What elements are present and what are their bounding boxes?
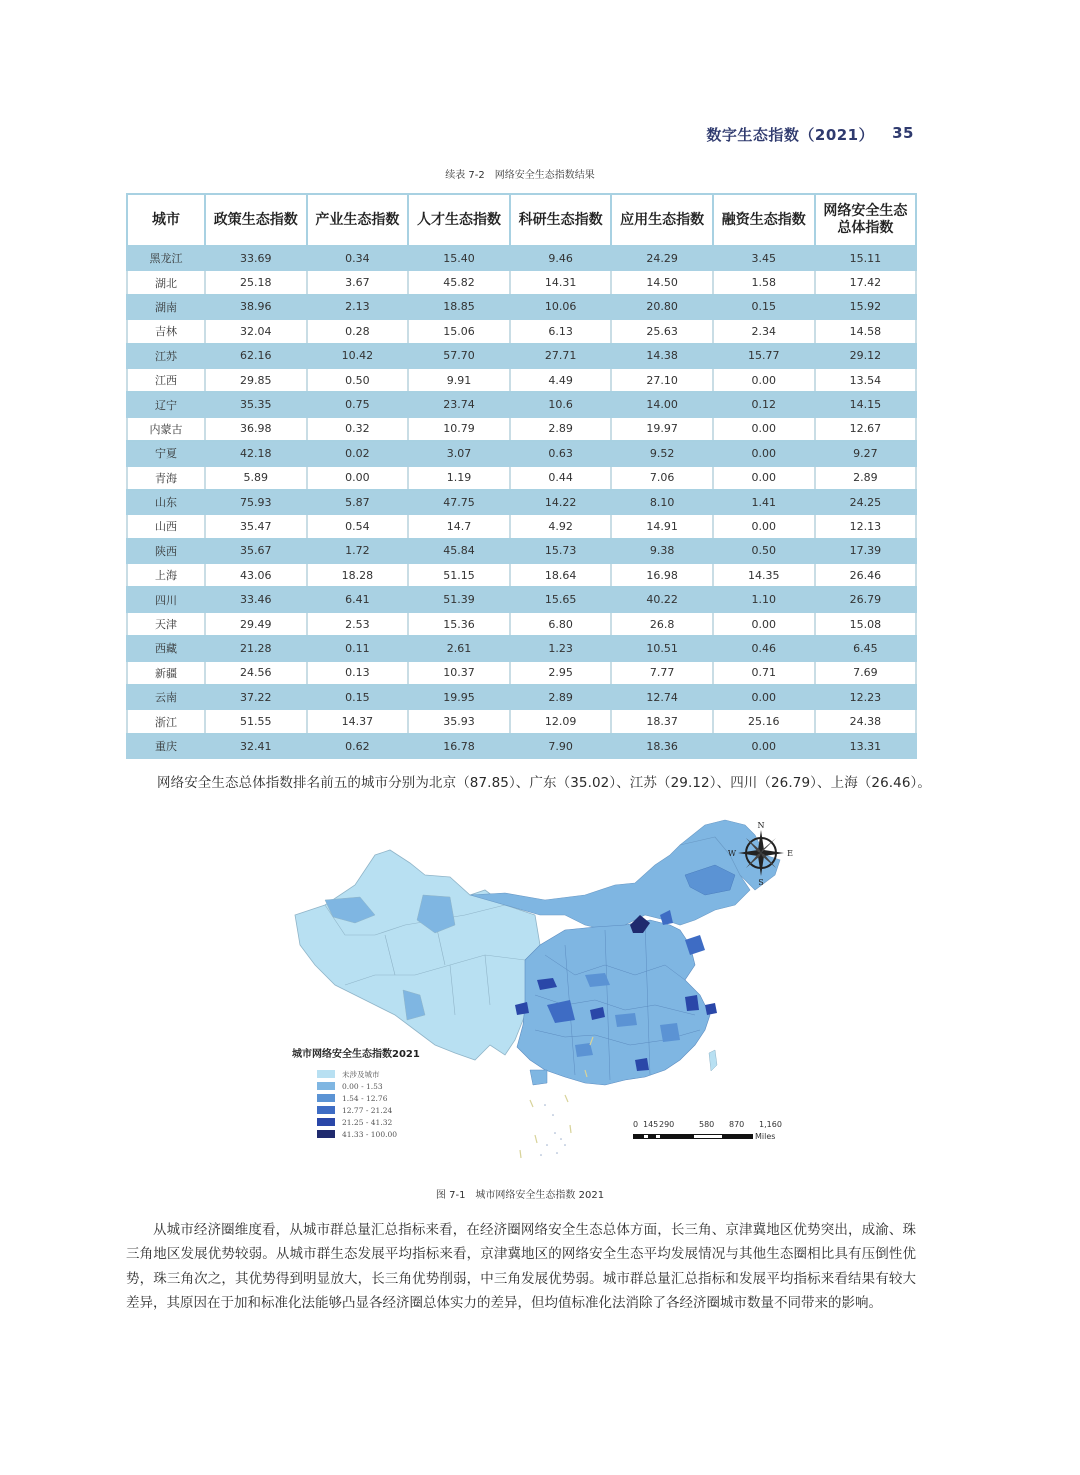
table-row — [127, 246, 916, 270]
value-cell: 25.16 — [713, 709, 815, 733]
table-row — [127, 392, 916, 416]
value-cell: 0.00 — [713, 368, 815, 392]
legend-label: 1.54 - 12.76 — [342, 1093, 388, 1103]
legend-label: 12.77 - 21.24 — [342, 1105, 393, 1115]
summary-text: 网络安全生态总体指数排名前五的城市分别为北京（87.85）、广东（35.02）、江苏（29.12）、四川（26.79）、上海（26.46）。 — [157, 775, 931, 791]
region-cell: 内蒙古 — [127, 417, 205, 441]
value-cell: 25.18 — [205, 270, 307, 294]
value-cell: 0.00 — [713, 612, 815, 636]
value-cell: 7.06 — [611, 466, 713, 490]
table-row — [127, 636, 916, 660]
table-row — [127, 612, 916, 636]
region-cell: 江苏 — [127, 344, 205, 368]
value-cell: 13.54 — [815, 368, 917, 392]
value-cell: 1.10 — [713, 587, 815, 611]
value-cell: 16.78 — [408, 734, 510, 758]
value-cell: 57.70 — [408, 344, 510, 368]
value-cell: 29.85 — [205, 368, 307, 392]
value-cell: 15.06 — [408, 319, 510, 343]
value-cell: 35.93 — [408, 709, 510, 733]
value-cell: 29.12 — [815, 344, 917, 368]
legend-label: 41.33 - 100.00 — [342, 1129, 398, 1139]
legend-swatch — [316, 1069, 336, 1079]
value-cell: 2.89 — [510, 417, 612, 441]
value-cell: 14.35 — [713, 563, 815, 587]
value-cell: 14.7 — [408, 514, 510, 538]
value-cell: 36.98 — [205, 417, 307, 441]
column-header: 城市 — [127, 194, 205, 246]
value-cell: 1.58 — [713, 270, 815, 294]
column-header: 产业生态指数 — [307, 194, 409, 246]
table-row — [127, 685, 916, 709]
value-cell: 0.02 — [307, 441, 409, 465]
value-cell: 8.10 — [611, 490, 713, 514]
value-cell: 21.28 — [205, 636, 307, 660]
value-cell: 20.80 — [611, 295, 713, 319]
table-row — [127, 514, 916, 538]
region-cell: 浙江 — [127, 709, 205, 733]
table-row — [127, 441, 916, 465]
value-cell: 9.27 — [815, 441, 917, 465]
value-cell: 25.63 — [611, 319, 713, 343]
value-cell: 6.80 — [510, 612, 612, 636]
legend-title: 城市网络安全生态指数2021 — [292, 1049, 420, 1060]
value-cell: 0.00 — [713, 734, 815, 758]
legend-item — [316, 1104, 420, 1116]
table-row — [127, 539, 916, 563]
value-cell: 2.89 — [510, 685, 612, 709]
value-cell: 14.22 — [510, 490, 612, 514]
value-cell: 14.37 — [307, 709, 409, 733]
value-cell: 14.15 — [815, 392, 917, 416]
legend-label: 未涉及城市 — [342, 1069, 380, 1079]
legend-label: 21.25 - 41.32 — [342, 1117, 393, 1127]
region-cell: 江西 — [127, 368, 205, 392]
legend-item — [316, 1128, 420, 1140]
value-cell: 0.75 — [307, 392, 409, 416]
table-row — [127, 563, 916, 587]
value-cell: 0.00 — [713, 466, 815, 490]
value-cell: 0.12 — [713, 392, 815, 416]
table-row — [127, 466, 916, 490]
value-cell: 75.93 — [205, 490, 307, 514]
value-cell: 4.92 — [510, 514, 612, 538]
table-caption: 续表 7-2 网络安全生态指数结果 — [445, 170, 595, 181]
value-cell: 18.37 — [611, 709, 713, 733]
table-row — [127, 709, 916, 733]
value-cell: 2.13 — [307, 295, 409, 319]
value-cell: 10.42 — [307, 344, 409, 368]
value-cell: 12.13 — [815, 514, 917, 538]
value-cell: 0.50 — [713, 539, 815, 563]
value-cell: 1.23 — [510, 636, 612, 660]
compass-rose-icon — [728, 820, 794, 886]
map-legend — [292, 1045, 420, 1140]
region-cell: 湖南 — [127, 295, 205, 319]
figure-caption: 图 7-1 城市网络安全生态指数 2021 — [435, 1190, 605, 1201]
region-cell: 天津 — [127, 612, 205, 636]
legend-label: 0.00 - 1.53 — [342, 1081, 383, 1091]
value-cell: 51.39 — [408, 587, 510, 611]
legend-item — [316, 1080, 420, 1092]
svg-text:N: N — [757, 821, 765, 830]
running-header — [706, 124, 914, 145]
value-cell: 33.69 — [205, 246, 307, 270]
legend-swatch — [316, 1129, 336, 1139]
svg-text:W: W — [728, 849, 737, 858]
region-cell: 四川 — [127, 587, 205, 611]
scale-tick-label: 290 — [659, 1120, 675, 1129]
value-cell: 10.6 — [510, 392, 612, 416]
value-cell: 3.45 — [713, 246, 815, 270]
value-cell: 0.46 — [713, 636, 815, 660]
value-cell: 7.77 — [611, 661, 713, 685]
table-row — [127, 417, 916, 441]
value-cell: 3.67 — [307, 270, 409, 294]
value-cell: 15.77 — [713, 344, 815, 368]
value-cell: 0.11 — [307, 636, 409, 660]
table-row — [127, 661, 916, 685]
value-cell: 0.44 — [510, 466, 612, 490]
value-cell: 27.71 — [510, 344, 612, 368]
value-cell: 0.00 — [713, 685, 815, 709]
value-cell: 2.89 — [815, 466, 917, 490]
region-cell: 陕西 — [127, 539, 205, 563]
value-cell: 19.95 — [408, 685, 510, 709]
region-cell: 湖北 — [127, 270, 205, 294]
legend-item — [316, 1116, 420, 1128]
value-cell: 0.62 — [307, 734, 409, 758]
legend-item — [316, 1068, 420, 1080]
scale-tick-label: 1,160 — [759, 1120, 782, 1129]
table-row — [127, 319, 916, 343]
value-cell: 10.37 — [408, 661, 510, 685]
value-cell: 0.15 — [713, 295, 815, 319]
table-row — [127, 368, 916, 392]
value-cell: 10.79 — [408, 417, 510, 441]
value-cell: 0.32 — [307, 417, 409, 441]
value-cell: 5.87 — [307, 490, 409, 514]
region-cell: 青海 — [127, 466, 205, 490]
value-cell: 2.95 — [510, 661, 612, 685]
value-cell: 0.54 — [307, 514, 409, 538]
value-cell: 37.22 — [205, 685, 307, 709]
table-row — [127, 344, 916, 368]
value-cell: 15.65 — [510, 587, 612, 611]
svg-text:S: S — [758, 878, 764, 886]
value-cell: 0.63 — [510, 441, 612, 465]
value-cell: 6.45 — [815, 636, 917, 660]
value-cell: 6.13 — [510, 319, 612, 343]
value-cell: 12.09 — [510, 709, 612, 733]
scale-unit: Miles — [755, 1132, 776, 1141]
column-header: 科研生态指数 — [510, 194, 612, 246]
region-cell: 新疆 — [127, 661, 205, 685]
value-cell: 15.92 — [815, 295, 917, 319]
value-cell: 45.82 — [408, 270, 510, 294]
value-cell: 9.38 — [611, 539, 713, 563]
value-cell: 18.28 — [307, 563, 409, 587]
value-cell: 19.97 — [611, 417, 713, 441]
value-cell: 26.8 — [611, 612, 713, 636]
value-cell: 17.39 — [815, 539, 917, 563]
value-cell: 13.31 — [815, 734, 917, 758]
value-cell: 7.69 — [815, 661, 917, 685]
value-cell: 24.25 — [815, 490, 917, 514]
value-cell: 0.50 — [307, 368, 409, 392]
value-cell: 26.79 — [815, 587, 917, 611]
value-cell: 17.42 — [815, 270, 917, 294]
column-header: 融资生态指数 — [713, 194, 815, 246]
value-cell: 23.74 — [408, 392, 510, 416]
value-cell: 12.23 — [815, 685, 917, 709]
value-cell: 24.38 — [815, 709, 917, 733]
value-cell: 1.41 — [713, 490, 815, 514]
value-cell: 15.08 — [815, 612, 917, 636]
region-cell: 宁夏 — [127, 441, 205, 465]
value-cell: 1.72 — [307, 539, 409, 563]
legend-item — [316, 1092, 420, 1104]
value-cell: 0.15 — [307, 685, 409, 709]
region-cell: 重庆 — [127, 734, 205, 758]
value-cell: 43.06 — [205, 563, 307, 587]
value-cell: 32.04 — [205, 319, 307, 343]
value-cell: 32.41 — [205, 734, 307, 758]
value-cell: 1.19 — [408, 466, 510, 490]
value-cell: 18.64 — [510, 563, 612, 587]
scale-bar — [633, 1120, 793, 1141]
region-cell: 云南 — [127, 685, 205, 709]
value-cell: 18.36 — [611, 734, 713, 758]
region-cell: 山东 — [127, 490, 205, 514]
value-cell: 4.49 — [510, 368, 612, 392]
value-cell: 24.56 — [205, 661, 307, 685]
value-cell: 6.41 — [307, 587, 409, 611]
value-cell: 29.49 — [205, 612, 307, 636]
column-header: 政策生态指数 — [205, 194, 307, 246]
value-cell: 12.67 — [815, 417, 917, 441]
column-header: 应用生态指数 — [611, 194, 713, 246]
value-cell: 47.75 — [408, 490, 510, 514]
value-cell: 10.06 — [510, 295, 612, 319]
table-row — [127, 587, 916, 611]
value-cell: 15.40 — [408, 246, 510, 270]
value-cell: 14.58 — [815, 319, 917, 343]
value-cell: 0.00 — [713, 441, 815, 465]
value-cell: 14.50 — [611, 270, 713, 294]
value-cell: 35.35 — [205, 392, 307, 416]
value-cell: 35.67 — [205, 539, 307, 563]
table-header-row — [127, 194, 916, 246]
value-cell: 16.98 — [611, 563, 713, 587]
scale-tick-label: 870 — [729, 1120, 745, 1129]
value-cell: 14.31 — [510, 270, 612, 294]
value-cell: 9.52 — [611, 441, 713, 465]
region-cell: 山西 — [127, 514, 205, 538]
value-cell: 0.00 — [713, 514, 815, 538]
value-cell: 51.15 — [408, 563, 510, 587]
value-cell: 0.71 — [713, 661, 815, 685]
scale-tick-label: 145 — [643, 1120, 659, 1129]
scale-tick-label: 0 — [633, 1120, 639, 1129]
value-cell: 27.10 — [611, 368, 713, 392]
value-cell: 24.29 — [611, 246, 713, 270]
legend-swatch — [316, 1105, 336, 1115]
table-row — [127, 490, 916, 514]
value-cell: 45.84 — [408, 539, 510, 563]
value-cell: 14.00 — [611, 392, 713, 416]
value-cell: 0.28 — [307, 319, 409, 343]
value-cell: 62.16 — [205, 344, 307, 368]
value-cell: 26.46 — [815, 563, 917, 587]
value-cell: 2.61 — [408, 636, 510, 660]
table-row — [127, 295, 916, 319]
value-cell: 5.89 — [205, 466, 307, 490]
value-cell: 9.91 — [408, 368, 510, 392]
value-cell: 12.74 — [611, 685, 713, 709]
value-cell: 3.07 — [408, 441, 510, 465]
column-header: 人才生态指数 — [408, 194, 510, 246]
cybersecurity-index-table — [126, 193, 917, 759]
value-cell: 10.51 — [611, 636, 713, 660]
value-cell: 40.22 — [611, 587, 713, 611]
table-row — [127, 270, 916, 294]
column-header: 网络安全生态总体指数 — [815, 194, 917, 246]
value-cell: 2.53 — [307, 612, 409, 636]
legend-swatch — [316, 1093, 336, 1103]
region-cell: 辽宁 — [127, 392, 205, 416]
region-cell: 黑龙江 — [127, 246, 205, 270]
value-cell: 18.85 — [408, 295, 510, 319]
value-cell: 0.00 — [713, 417, 815, 441]
running-title: 数字生态指数（2021） — [706, 126, 875, 144]
value-cell: 38.96 — [205, 295, 307, 319]
legend-swatch — [316, 1117, 336, 1127]
scale-tick-label: 580 — [699, 1120, 715, 1129]
svg-text:E: E — [787, 849, 793, 858]
value-cell: 15.36 — [408, 612, 510, 636]
legend-swatch — [316, 1081, 336, 1091]
region-cell: 吉林 — [127, 319, 205, 343]
value-cell: 14.38 — [611, 344, 713, 368]
value-cell: 9.46 — [510, 246, 612, 270]
region-cell: 西藏 — [127, 636, 205, 660]
region-cell: 上海 — [127, 563, 205, 587]
value-cell: 7.90 — [510, 734, 612, 758]
value-cell: 15.73 — [510, 539, 612, 563]
value-cell: 0.34 — [307, 246, 409, 270]
value-cell: 35.47 — [205, 514, 307, 538]
body-paragraph: 从城市经济圈维度看，从城市群总量汇总指标来看，在经济圈网络安全生态总体方面，长三角、京津冀地区优势突出，成渝、珠三角地区发展优势较弱。从城市群生态发展平均指标来看，京津冀地区的网络安全生态平均发展情况与其他生态圈相比具有压倒性优势，珠三角次之，其优势得到明显放大，长三角优势削弱，中三角发展优势弱。城市群总量汇总指标和发展平均指标来看结果有较大差异，其原因在于加和标准化法能够凸显各经济圈总体实力的差异，但均值标准化法消除了各经济圈城市数量不同带来的影响。 — [126, 1222, 916, 1311]
value-cell: 0.00 — [307, 466, 409, 490]
value-cell: 51.55 — [205, 709, 307, 733]
page-number: 35 — [892, 124, 914, 142]
value-cell: 33.46 — [205, 587, 307, 611]
value-cell: 42.18 — [205, 441, 307, 465]
table-row — [127, 734, 916, 758]
value-cell: 0.13 — [307, 661, 409, 685]
value-cell: 2.34 — [713, 319, 815, 343]
value-cell: 15.11 — [815, 246, 917, 270]
value-cell: 14.91 — [611, 514, 713, 538]
